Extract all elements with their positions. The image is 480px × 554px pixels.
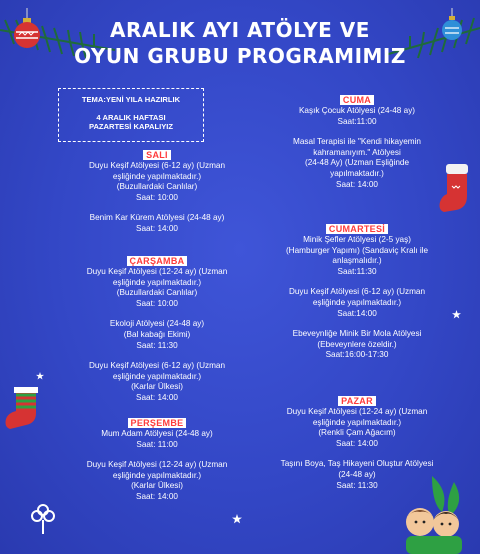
activity (262, 459, 452, 491)
activity-line: (Ebeveynlere özeldir.) (317, 339, 397, 349)
activity-time: Saat: 14:00 (136, 392, 178, 402)
activity-line: anlaşmalıdır.) (332, 256, 382, 266)
activity-line: yapılmaktadır.) (330, 168, 384, 178)
activity-time: Saat: 14:00 (136, 491, 178, 501)
activity-time: Saat: 14:00 (336, 179, 378, 189)
star-icon (452, 310, 461, 319)
day-block-pazar (262, 396, 452, 491)
activity-line: eşliğinde yapılmaktadır.) (112, 371, 202, 381)
activity-line: (Karlar Ülkesi) (131, 382, 183, 392)
activity-line: Kaşık Çocuk Atölyesi (24-48 ay) (298, 106, 416, 115)
activity-line: Duyu Keşif Atölyesi (6-12 ay) (Uzman (288, 287, 426, 297)
closed-notice-line: 4 ARALIK HAFTASI (96, 112, 166, 122)
day-block-persembe (52, 418, 262, 503)
activity-time: Saat: 14:00 (336, 438, 378, 448)
activity (262, 106, 452, 127)
activity-time: Saat: 14:00 (136, 223, 178, 233)
day-block-cuma (262, 95, 452, 190)
page-title-line-2: OYUN GRUBU PROGRAMIMIZ (74, 44, 406, 68)
activity-time: Saat:16:00-17:30 (325, 350, 389, 360)
activity-line: Duyu Keşif Atölyesi (6-12 ay) (Uzman (88, 161, 226, 170)
activity-time: Saat:14:00 (337, 308, 377, 318)
activity-line: eşliğinde yapılmaktadır.) (312, 417, 402, 427)
activity-line: Duyu Keşif Atölyesi (12-24 ay) (Uzman (86, 267, 228, 276)
activity (52, 319, 262, 351)
activity-line: eşliğinde yapılmaktadır.) (112, 171, 202, 181)
day-label: ÇARŞAMBA (52, 256, 262, 266)
activity-time: Saat: 10:00 (136, 298, 178, 308)
activity-line: Mum Adam Atölyesi (24-48 ay) (101, 429, 213, 438)
day-block-carsamba (52, 256, 262, 404)
activity-line: Duyu Keşif Atölyesi (12-24 ay) (Uzman (86, 460, 228, 470)
activity-line: Benim Kar Kürem Atölyesi (24-48 ay) (89, 213, 225, 223)
activity (262, 407, 452, 449)
activity-line: Taşını Boya, Taş Hikayeni Oluştur Atölyesi (280, 459, 434, 469)
activity-line: (Hamburger Yapımı) (Sandaviç Kralı ile (285, 245, 429, 255)
snowflake-icon (28, 498, 58, 536)
day-block-cumartesi (262, 224, 452, 361)
activity-line: Duyu Keşif Atölyesi (12-24 ay) (Uzman (286, 407, 428, 416)
activity-line: (24-48 ay) (338, 469, 376, 479)
page-title-line-1: ARALIK AYI ATÖLYE VE (110, 18, 370, 42)
star-icon (36, 372, 44, 380)
activity-line: eşliğinde yapılmaktadır.) (112, 277, 202, 287)
activity-line: Masal Terapisi ile "Kendi hikayemin (293, 137, 421, 147)
activity-line: (Karlar Ülkesi) (131, 481, 183, 491)
closed-notice-line: PAZARTESİ KAPALIYIZ (88, 122, 174, 131)
day-block-sali (52, 150, 262, 235)
activity-line: (Bal kabağı Ekimi) (123, 329, 191, 339)
activity (262, 329, 452, 361)
activity-line: Duyu Keşif Atölyesi (6-12 ay) (Uzman (88, 361, 226, 371)
activity-line: (24-48 Ay) (Uzman Eşliğinde (304, 158, 410, 168)
activity (262, 235, 452, 277)
activity (52, 361, 262, 403)
day-label: CUMA (262, 95, 452, 105)
activity (52, 460, 262, 502)
theme-box (58, 88, 204, 142)
activity-line: (Buzullardaki Canlılar) (116, 182, 198, 192)
activity-time: Saat: 11:30 (136, 340, 178, 350)
activity-time: Saat:11:00 (337, 116, 377, 126)
activity-time: Saat: 11:00 (136, 439, 178, 449)
day-label: PERŞEMBE (52, 418, 262, 428)
activity-line: eşliğinde yapılmaktadır.) (312, 297, 402, 307)
activity-line: (Renkli Çam Ağacım) (318, 428, 396, 438)
theme-line: TEMA:YENİ YILA HAZIRLIK (81, 95, 181, 104)
activity-time: Saat:11:30 (337, 266, 377, 276)
star-icon (232, 514, 242, 524)
activity-line: kahramanıyım." Atölyesi (313, 147, 401, 157)
activity (262, 137, 452, 190)
christmas-stocking-icon (2, 385, 52, 435)
activity-line: Ekoloji Atölyesi (24-48 ay) (109, 319, 205, 329)
day-label: CUMARTESİ (262, 224, 452, 234)
day-label: SALI (52, 150, 262, 160)
activity (262, 287, 452, 319)
activity-line: Minik Şefler Atölyesi (2-5 yaş) (303, 235, 411, 244)
activity-line: eşliğinde yapılmaktadır.) (112, 470, 202, 480)
activity-line: (Buzullardaki Canlılar) (116, 288, 198, 298)
activity-line: Ebeveynliğe Minik Bir Mola Atölyesi (292, 329, 422, 339)
activity-time: Saat: 11:30 (336, 480, 378, 490)
activity (52, 429, 262, 450)
activity (52, 267, 262, 309)
activity-time: Saat: 10:00 (136, 192, 178, 202)
activity (52, 161, 262, 203)
activity (52, 213, 262, 234)
day-label: PAZAR (262, 396, 452, 406)
